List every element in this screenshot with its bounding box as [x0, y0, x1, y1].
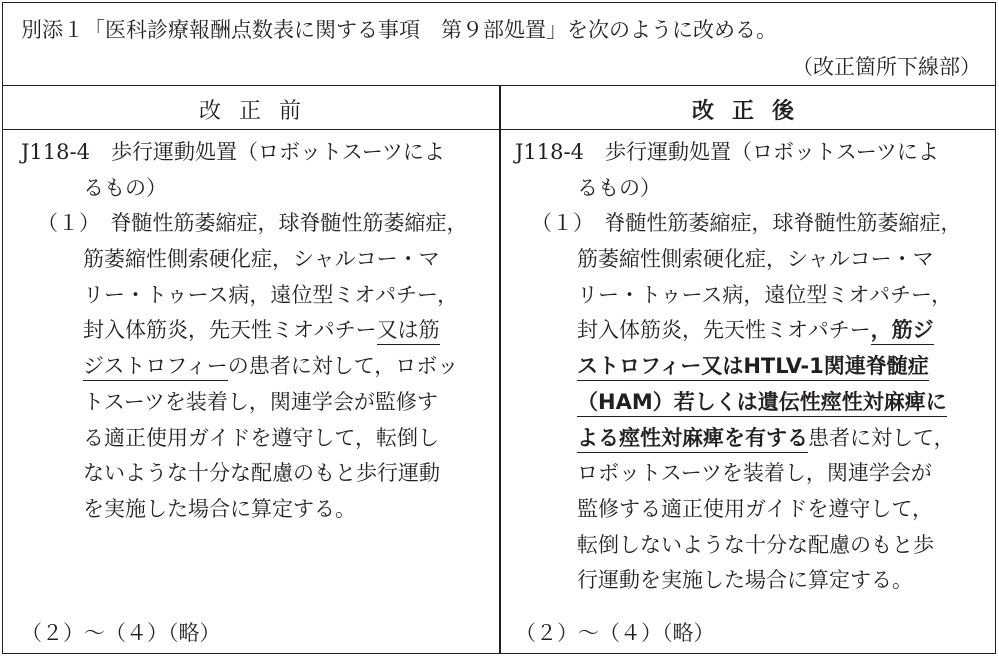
text-line: 監修する適正使用ガイドを遵守して， [577, 496, 933, 521]
text-line: J118-4 歩行運動処置（ロボットスーツによ [515, 140, 939, 164]
text-line: る適正使用ガイドを遵守して，転倒し [83, 425, 439, 450]
underlined-text: ，筋ジ [871, 318, 934, 345]
text-span: の患者に対して，ロボッ [227, 354, 459, 379]
text-line [21, 349, 491, 385]
text-line: るもの） [577, 175, 661, 200]
text-line: リー・トゥース病，遠位型ミオパチー， [577, 282, 953, 307]
text-line: ないような十分な配慮のもと歩行運動 [83, 461, 440, 486]
intro-section [3, 3, 995, 86]
document-frame [2, 2, 996, 654]
text-line: ロボットスーツを装着し，関連学会が [577, 461, 932, 486]
text-span: 封入体筋炎，先天性ミオパチー [83, 318, 377, 343]
underlined-text: ジストロフィー [83, 354, 228, 381]
text-line [21, 313, 491, 349]
underlined-text: ストロフィー又はHTLV-1関連脊髄症 [577, 354, 929, 381]
text-line: 筋萎縮性側索硬化症，シャルコー・マ [577, 247, 934, 272]
text-line: を実施した場合に算定する。 [83, 496, 356, 521]
before-column-text [21, 135, 491, 528]
text-line: 転倒しないような十分な配慮のもと歩 [577, 532, 934, 557]
text-line [515, 313, 991, 349]
text-line: 行運動を実施した場合に算定する。 [577, 568, 913, 593]
underlined-text: 又は筋 [377, 318, 440, 345]
underlined-text: （HAM）若しくは遺伝性痙性対麻痺に [577, 390, 947, 417]
text-line [515, 421, 991, 457]
column-header-before: 改正前 [199, 99, 320, 124]
text-line: 筋萎縮性側索硬化症，シャルコー・マ [83, 247, 440, 272]
text-line: J118-4 歩行運動処置（ロボットスーツによ [21, 140, 445, 164]
after-footnote: （２）～（４）（略） [515, 621, 715, 645]
text-line [515, 349, 991, 385]
column-header-after: 改正後 [692, 98, 813, 124]
revision-note: （改正箇所下線部） [792, 55, 981, 79]
column-divider [499, 86, 501, 653]
intro-text: 別添１「医科診療報酬点数表に関する事項 第９部処置」を次のように改める。 [21, 18, 777, 42]
text-line: （１） 脊髄性筋萎縮症，球脊髄性筋萎縮症， [37, 211, 468, 236]
text-line [515, 385, 991, 421]
text-span: 封入体筋炎，先天性ミオパチー [577, 318, 871, 343]
text-span: 患者に対して， [808, 425, 955, 450]
text-line: （１） 脊髄性筋萎縮症，球脊髄性筋萎縮症， [531, 211, 962, 236]
text-line: トスーツを装着し，関連学会が監修す [83, 389, 438, 414]
text-line: リー・トゥース病，遠位型ミオパチー， [83, 282, 459, 307]
after-column-text [515, 135, 991, 599]
text-line: るもの） [83, 175, 167, 200]
underlined-text: よる痙性対麻痺を有する [577, 426, 808, 453]
before-footnote: （２）～（４）（略） [21, 621, 221, 645]
